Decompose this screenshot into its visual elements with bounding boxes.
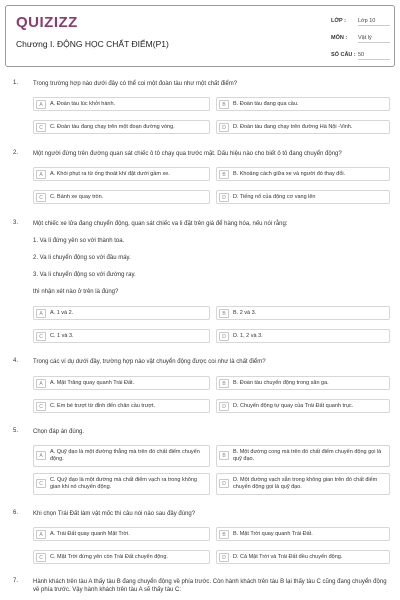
option-d[interactable] bbox=[216, 473, 390, 495]
option-c[interactable] bbox=[33, 399, 210, 413]
quizizz-logo: QUIZIZZ bbox=[16, 14, 78, 31]
option-text: D. Chuyển động tự quay của Trái Đất quanh trục. bbox=[233, 403, 354, 409]
option-text: A. 1 và 2. bbox=[50, 310, 74, 316]
option-letter: C bbox=[36, 402, 46, 411]
question-text: Một chiếc xe lửa đang chuyển động, quan sát chiếc va li đặt trên giá để hàng hóa, nếu nói rằng: bbox=[33, 221, 288, 227]
statement-question: thì nhận xét nào ở trên là đúng? bbox=[33, 289, 119, 295]
option-b[interactable] bbox=[216, 167, 390, 181]
subject-label: MÔN : bbox=[331, 35, 348, 41]
question-number: 1. bbox=[13, 80, 19, 86]
option-text: A. Quỹ đạo là một đường thẳng mà trên đó chất điểm chuyển động. bbox=[50, 449, 200, 462]
option-b[interactable] bbox=[216, 306, 390, 320]
option-b[interactable] bbox=[216, 445, 390, 467]
option-text: D. 1, 2 và 3. bbox=[233, 333, 263, 339]
option-c[interactable] bbox=[33, 190, 210, 204]
option-letter: B bbox=[219, 170, 229, 179]
question-count-value: 50 bbox=[358, 52, 390, 60]
question-number: 5. bbox=[13, 428, 19, 434]
option-d[interactable] bbox=[216, 190, 390, 204]
option-letter: A bbox=[36, 309, 46, 318]
option-a[interactable] bbox=[33, 527, 210, 541]
option-a[interactable] bbox=[33, 167, 210, 181]
question-text: Chọn đáp án đúng. bbox=[33, 429, 85, 435]
option-text: C. Bánh xe quay tròn. bbox=[50, 194, 104, 200]
option-text: B. 2 và 3. bbox=[233, 310, 257, 316]
option-letter: C bbox=[36, 193, 46, 202]
option-letter: D bbox=[219, 193, 229, 202]
option-text: B. Đoàn tàu chuyển động trong sân ga. bbox=[233, 380, 329, 386]
worksheet-header bbox=[5, 5, 395, 67]
option-text: A. Trái Đất quay quanh Mặt Trời. bbox=[50, 531, 130, 537]
option-text: D. Đoàn tàu đang chạy trên đường Hà Nội -Vinh. bbox=[233, 124, 353, 130]
option-letter: A bbox=[36, 100, 46, 109]
option-a[interactable] bbox=[33, 306, 210, 320]
option-c[interactable] bbox=[33, 329, 210, 343]
option-letter: B bbox=[219, 530, 229, 539]
question-text: Trong các ví dụ dưới đây, trường hợp nào vật chuyển động được coi như là chất điểm? bbox=[33, 359, 266, 365]
worksheet-title: Chương I. ĐỘNG HỌC CHẤT ĐIỂM(P1) bbox=[16, 39, 169, 49]
option-letter: A bbox=[36, 170, 46, 179]
option-text: A. Đoàn tàu lúc khởi hành. bbox=[50, 101, 116, 107]
option-letter: C bbox=[36, 123, 46, 132]
option-letter: A bbox=[36, 530, 46, 539]
option-a[interactable] bbox=[33, 376, 210, 390]
option-text: D. Một đường vạch sẵn trong không gian trên đó chất điểm chuyển động gọi là quỹ đạo. bbox=[233, 477, 378, 490]
option-letter: B bbox=[219, 451, 229, 460]
option-letter: D bbox=[219, 479, 229, 488]
option-b[interactable] bbox=[216, 527, 390, 541]
question-number: 6. bbox=[13, 510, 19, 516]
option-letter: A bbox=[36, 379, 46, 388]
statement-line-3: 3. Va li chuyển động so với đường ray. bbox=[33, 272, 136, 278]
option-text: D. Cả Mặt Trời và Trái Đất đều chuyển động. bbox=[233, 554, 343, 560]
option-letter: D bbox=[219, 402, 229, 411]
option-letter: C bbox=[36, 479, 46, 488]
question-text: Hành khách trên tàu A thấy tàu B đang chuyển động về phía trước. Còn hành khách trên tàu B lại thấy tàu C cũng đang chuyển động về phía trước. Vậy hành khách trên tàu A sẽ thấy tàu C: bbox=[33, 579, 387, 593]
option-d[interactable] bbox=[216, 399, 390, 413]
option-letter: A bbox=[36, 451, 46, 460]
option-d[interactable] bbox=[216, 550, 390, 564]
option-text: C. 1 và 3. bbox=[50, 333, 74, 339]
subject-value: Vật lý bbox=[358, 35, 390, 43]
option-c[interactable] bbox=[33, 120, 210, 134]
question-text: Một người đứng trên đường quan sát chiếc ô tô chạy qua trước mặt. Dấu hiệu nào cho biết ô tô đang chuyển động? bbox=[33, 151, 342, 157]
option-letter: C bbox=[36, 553, 46, 562]
question-text: Trong trường hợp nào dưới đây có thể coi một đoàn tàu như một chất điểm? bbox=[33, 81, 238, 87]
option-b[interactable] bbox=[216, 97, 390, 111]
question-count-label: SỐ CÂU : bbox=[331, 52, 356, 58]
question-number: 2. bbox=[13, 150, 19, 156]
option-text: B. Khoảng cách giữa xe và người đó thay đổi. bbox=[233, 171, 346, 177]
option-d[interactable] bbox=[216, 329, 390, 343]
option-text: C. Quỹ đạo là một đường mà chất điểm vạch ra trong không gian khi nó chuyển động. bbox=[50, 477, 198, 490]
option-text: C. Mặt Trời đứng yên còn Trái Đất chuyển động. bbox=[50, 554, 168, 560]
question-number: 4. bbox=[13, 358, 19, 364]
class-value: Lớp 10 bbox=[358, 18, 390, 26]
class-label: LỚP : bbox=[331, 18, 346, 24]
option-d[interactable] bbox=[216, 120, 390, 134]
option-text: C. Em bé trượt từ đỉnh đến chân cầu trượt. bbox=[50, 403, 156, 409]
option-letter: D bbox=[219, 332, 229, 341]
option-text: B. Đoàn tàu đang qua cầu. bbox=[233, 101, 299, 107]
option-text: A. Khói phụt ra từ ống thoát khí đặt dưới gầm xe. bbox=[50, 171, 170, 177]
option-text: B. Một đường cong mà trên đó chất điểm chuyển động gọi là quỹ đạo. bbox=[233, 449, 382, 462]
option-letter: D bbox=[219, 553, 229, 562]
option-letter: B bbox=[219, 379, 229, 388]
option-a[interactable] bbox=[33, 445, 210, 467]
option-a[interactable] bbox=[33, 97, 210, 111]
option-text: A. Mặt Trăng quay quanh Trái Đất. bbox=[50, 380, 135, 386]
option-text: C. Đoàn tàu đang chạy trên một đoạn đường vòng. bbox=[50, 124, 175, 130]
option-b[interactable] bbox=[216, 376, 390, 390]
option-c[interactable] bbox=[33, 550, 210, 564]
option-c[interactable] bbox=[33, 473, 210, 495]
question-text: Khi chọn Trái Đất làm vật mốc thì câu nói nào sau đây đúng? bbox=[33, 511, 196, 517]
option-letter: D bbox=[219, 123, 229, 132]
statement-line-2: 2. Va li chuyển động so với đầu máy. bbox=[33, 255, 131, 261]
statement-line-1: 1. Va li đứng yên so với thành toa. bbox=[33, 238, 125, 244]
question-number: 7. bbox=[13, 578, 19, 584]
option-letter: C bbox=[36, 332, 46, 341]
option-text: B. Mặt Trời quay quanh Trái Đất. bbox=[233, 531, 313, 537]
question-number: 3. bbox=[13, 220, 19, 226]
option-text: D. Tiếng nổ của động cơ vang lên bbox=[233, 194, 316, 200]
option-letter: B bbox=[219, 100, 229, 109]
option-letter: B bbox=[219, 309, 229, 318]
